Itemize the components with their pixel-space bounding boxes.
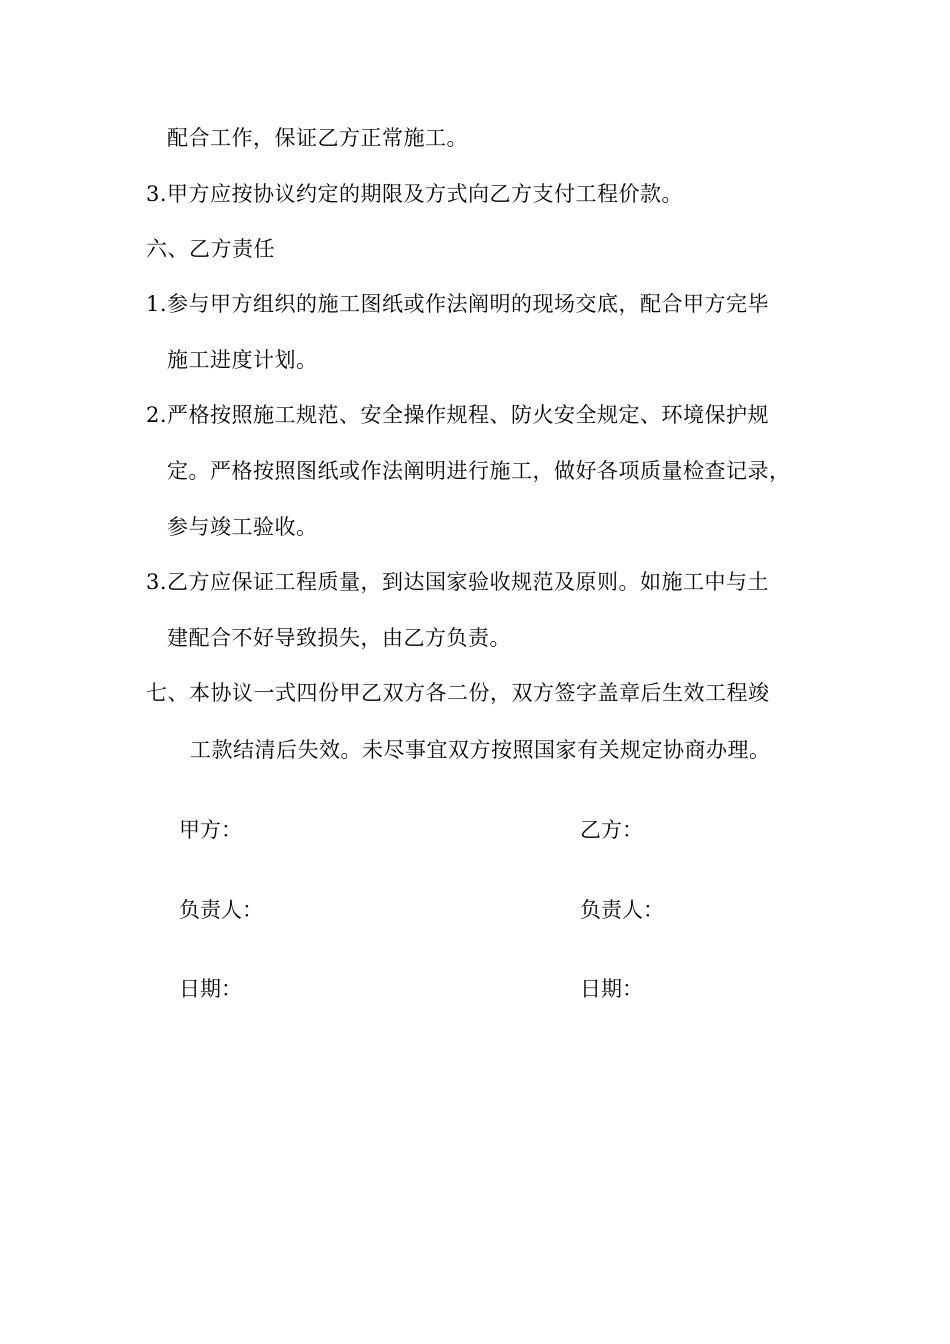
paragraph-line: 定。严格按照图纸或作法阐明进行施工，做好各项质量检查记录， [167, 459, 791, 483]
responsible-a-label: 负责人： [179, 898, 263, 922]
party-a-label: 甲方： [179, 818, 242, 842]
paragraph-line: 参与竣工验收。 [167, 515, 318, 539]
paragraph-line: 配合工作，保证乙方正常施工。 [167, 126, 468, 150]
paragraph-line: 工款结清后失效。未尽事宜双方按照国家有关规定协商办理。 [190, 738, 771, 762]
responsible-b-label: 负责人： [580, 898, 664, 922]
paragraph-line: 2.严格按照施工规范、安全操作规程、防火安全规定、环境保护规 [146, 403, 770, 427]
paragraph-line: 3.甲方应按协议约定的期限及方式向乙方支付工程价款。 [146, 182, 684, 206]
paragraph-line: 施工进度计划。 [167, 348, 318, 372]
paragraph-line: 1.参与甲方组织的施工图纸或作法阐明的现场交底，配合甲方完毕 [146, 292, 770, 316]
paragraph-line: 3.乙方应保证工程质量，到达国家验收规范及原则。如施工中与土 [146, 570, 770, 594]
section-heading: 七、本协议一式四份甲乙双方各二份，双方签字盖章后生效工程竣 [146, 681, 770, 705]
paragraph-line: 建配合不好导致损失，由乙方负责。 [167, 626, 511, 650]
party-b-label: 乙方： [580, 818, 643, 842]
date-b-label: 日期： [580, 977, 643, 1001]
section-heading: 六、乙方责任 [146, 237, 275, 261]
date-a-label: 日期： [179, 977, 242, 1001]
